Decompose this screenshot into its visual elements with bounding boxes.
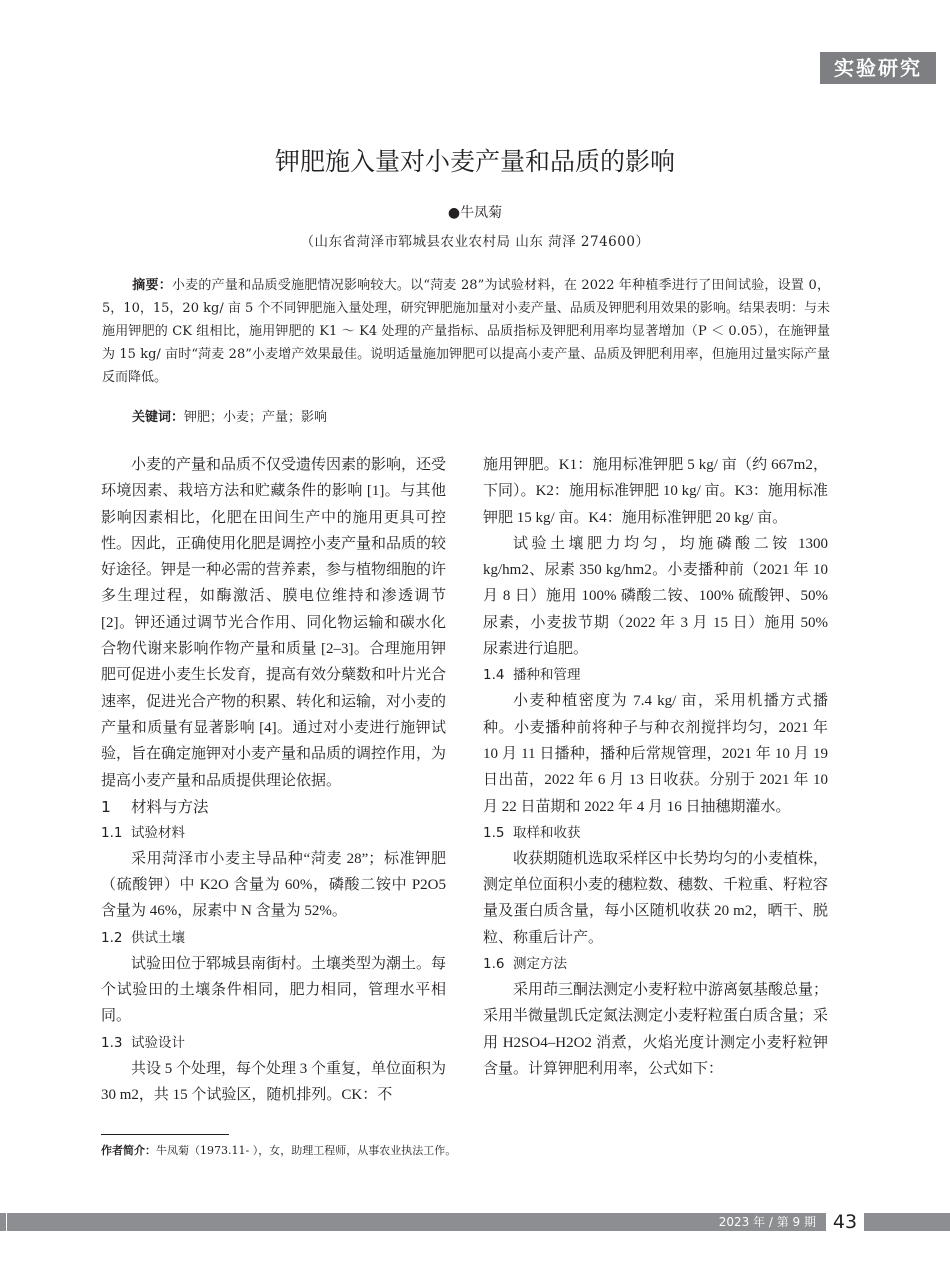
subsection-number: 1.4 (483, 667, 505, 684)
article-title: 钾肥施入量对小麦产量和品质的影响 (274, 147, 675, 176)
subsection-heading-1-4 (483, 662, 828, 688)
subsection-heading-1-2 (101, 925, 446, 951)
subsection-title: 测定方法 (513, 956, 567, 973)
abstract-text: 小麦的产量和品质受施肥情况影响较大。以“菏麦 28”为试验材料，在 2022 年种植季进行了田间试验，设置 0，5，10，15，20 kg/ 亩 5 个不同钾肥施入量处理，研究钾肥施加量对小麦产量、品质及钾肥利用效果的影响。结果表明：与未施用钾肥的 CK 组相比，施用钾肥的 K1 ～ K4 处理的产量指标、品质指标及钾肥利用率均显著增加（P ＜ 0.05），在施钾量为 15 kg/ 亩时“菏麦 28”小麦增产效果最佳。说明适量施加钾肥可以提高小麦产量、品质及钾肥利用率，但施用过量实际产量反而降低。 (102, 278, 830, 385)
section-heading-1 (101, 794, 446, 820)
paragraph-1-5: 收获期随机选取采样区中长势均匀的小麦植株，测定单位面积小麦的穗粒数、穗数、千粒重、籽粒容量及蛋白质含量，每小区随机收获 20 m2，晒干、脱粒、称重后计产。 (483, 850, 829, 946)
subsection-title: 播种和管理 (513, 667, 581, 684)
body-column-right (483, 452, 828, 1082)
subsection-number: 1.6 (483, 956, 505, 973)
section-tag: 实验研究 (820, 52, 936, 84)
paragraph-1-1: 采用菏泽市小麦主导品种“菏麦 28”；标准钾肥（硫酸钾）中 K2O 含量为 60%，磷酸二铵中 P2O5 含量为 46%，尿素中 N 含量为 52%。 (101, 850, 446, 920)
paragraph-1-6: 采用茚三酮法测定小麦籽粒中游离氨基酸总量；采用半微量凯氏定氮法测定小麦籽粒蛋白质含量；采用 H2SO4–H2O2 消煮，火焰光度计测定小麦籽粒钾含量。计算钾肥利用率，公式如下： (483, 982, 829, 1077)
subsection-heading-1-1 (101, 820, 446, 846)
paragraph-1-2: 试验田位于郓城县南街村。土壤类型为潮土。每个试验田的土壤条件相同，肥力相同，管理水平相同。 (101, 955, 447, 1025)
paragraph-1-3-continued: 施用钾肥。K1：施用标准钾肥 5 kg/ 亩（约 667m2，下同）。K2：施用标准钾肥 10 kg/ 亩。K3：施用标准钾肥 15 kg/ 亩。K4：施用标准钾肥 20 kg/ 亩。 (483, 457, 828, 526)
section-number: 1 (101, 797, 111, 816)
footer-strip-right (864, 1213, 950, 1231)
footer-strip (0, 1213, 826, 1231)
subsection-number: 1.5 (483, 824, 505, 841)
paragraph-1-3-fertilizer: 试验土壤肥力均匀，均施磷酸二铵 1300 kg/hm2、尿素 350 kg/hm2。小麦播种前（2021 年 10 月 8 日）施用 100% 磷酸二铵、100% 硫酸钾、50% 尿素，小麦拔节期（2022 年 3 月 15 日）施用 50% 尿素进行追肥。 (483, 535, 828, 658)
author-name: ●牛凤菊 (447, 205, 503, 221)
subsection-heading-1-5 (483, 820, 828, 846)
subsection-number: 1.1 (101, 824, 123, 841)
keywords (132, 406, 327, 429)
body-column-left (101, 452, 446, 1108)
subsection-title: 试验材料 (131, 824, 185, 841)
footnote-label: 作者简介： (101, 1144, 156, 1157)
keywords-text: 钾肥；小麦；产量；影响 (184, 410, 328, 425)
subsection-title: 供试土壤 (131, 929, 185, 946)
subsection-title: 试验设计 (131, 1034, 185, 1051)
paragraph-1-4: 小麦种植密度为 7.4 kg/ 亩，采用机播方式播种。小麦播种前将种子与种衣剂搅拌均匀，2021 年 10 月 11 日播种，播种后常规管理，2021 年 10 月 19 日出苗，2022 年 6 月 13 日收获。分别于 2021 年 10 月 22 日苗期和 2022 年 4 月 16 日抽穗期灌水。 (483, 693, 828, 815)
subsection-heading-1-6 (483, 951, 828, 977)
paragraph-1-3: 共设 5 个处理，每个处理 3 个重复，单位面积为 30 m2，共 15 个试验区，随机排列。CK：不 (101, 1060, 447, 1103)
section-title: 材料与方法 (131, 797, 209, 816)
author-bio-footnote (101, 1142, 456, 1160)
footnote-text: 牛凤菊（1973.11- ），女，助理工程师，从事农业执法工作。 (156, 1144, 457, 1157)
author-affiliation: （山东省菏泽市郓城县农业农村局 山东 菏泽 274600） (300, 234, 650, 250)
issue-label: 2023 年 / 第 9 期 (718, 1215, 816, 1229)
footer-tick (6, 1213, 7, 1231)
subsection-number: 1.3 (101, 1034, 123, 1051)
intro-paragraph: 小麦的产量和品质不仅受遗传因素的影响，还受环境因素、栽培方法和贮藏条件的影响 [1]。与其他影响因素相比，化肥在田间生产中的施用更具可控性。因此，正确使用化肥是调控小麦产量和品质的较好途径。钾是一种必需的营养素，参与植物细胞的许多生理过程，如酶激活、膜电位维持和渗透调节 [2]。钾还通过调节光合作用、同化物运输和碳水化合物代谢来影响作物产量和质量 [2–3]。合理施用钾肥可促进小麦生长发育，提高有效分蘖数和叶片光合速率，促进光合产物的积累、转化和运输，对小麦的产量和质量有显著影响 [4]。通过对小麦进行施钾试验，旨在确定施钾对小麦产量和品质的调控作用，为提高小麦产量和品质提供理论依据。 (101, 457, 447, 789)
abstract-label: 摘要： (132, 278, 172, 293)
footer-bar (0, 1213, 950, 1231)
abstract (102, 274, 830, 389)
page-number: 43 (832, 1211, 858, 1233)
keywords-label: 关键词： (132, 410, 185, 425)
subsection-number: 1.2 (101, 929, 123, 946)
subsection-title: 取样和收获 (513, 824, 581, 841)
subsection-heading-1-3 (101, 1030, 446, 1056)
footnote-divider (101, 1134, 229, 1135)
